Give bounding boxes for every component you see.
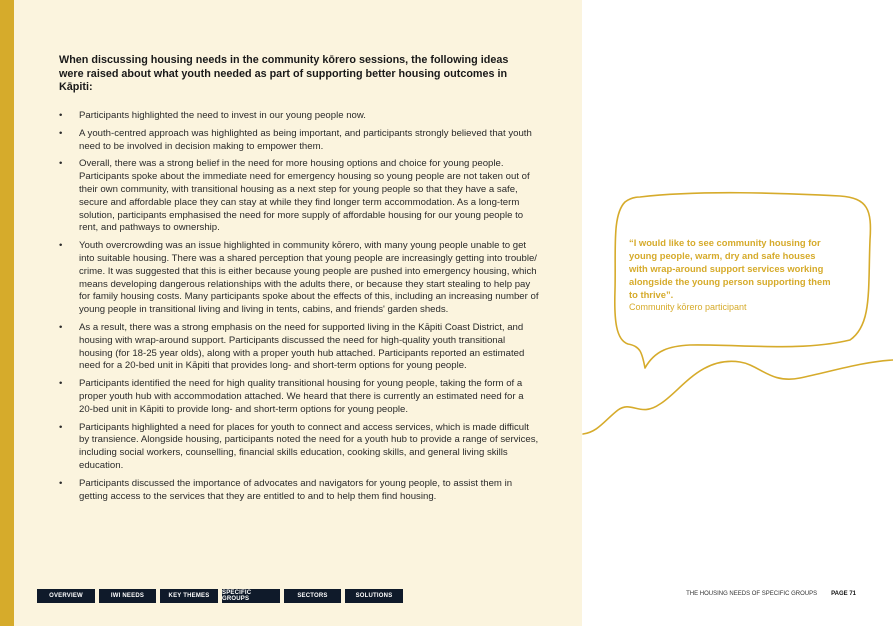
list-item: • Participants discussed the importance of advocates and navigators for young people, to assist them in getting access to the services that they are entitled to and to help them find housing. — [59, 478, 539, 504]
bottom-navigation — [37, 589, 403, 603]
page-number: PAGE 71 — [831, 591, 856, 597]
list-item: • Participants highlighted the need to invest in our young people now. — [59, 110, 539, 123]
list-item: • As a result, there was a strong emphasis on the need for supported living in the Kāpiti Coast District, and housing with wrap-around support. Participants discussed the need for high-quality youth transitional housing (for 18-25 year olds), along with a proper youth hub attached. Participants reported an estimated need for a 20-bed unit in Kāpiti that provides long- and short-term options for young people. — [59, 322, 539, 373]
page-footer — [686, 591, 856, 597]
quote-attribution: Community kōrero participant — [629, 302, 747, 312]
list-item: • A youth-centred approach was highlighted as being important, and participants strongly believed that youth need to be involved in decision making to empower them. — [59, 128, 539, 154]
list-item: • Youth overcrowding was an issue highlighted in community kōrero, with many young people unable to get into suitable housing. There was a shared perception that young people are increasingly getting into trouble/ crime. It was suggested that this is either because young people are pushed into emergency housing, which means developing dangerous relationships with the adults there, or because they start stealing to help pay for family housing costs. Many participants spoke about the effects of this, including an increasing number of young people in transitional living and living in tents, cabins, and friends' garden sheds. — [59, 240, 539, 317]
footer-section-title: THE HOUSING NEEDS OF SPECIFIC GROUPS — [686, 591, 818, 597]
nav-specific-groups-button[interactable]: SPECIFIC GROUPS — [222, 589, 280, 603]
nav-key-themes-button[interactable]: KEY THEMES — [160, 589, 218, 603]
list-item: • Overall, there was a strong belief in the need for more housing options and choice for young people. Participants spoke about the immediate need for emergency housing so young people are not taken out of their own community, with transitional housing as a next step for young people so that they have a safe, secure and affordable place they can stay at while they find longer term accommodation. As a long-term solution, participants emphasised the need for more supply of affordable housing for our young people to rent, and pathways to ownership. — [59, 158, 539, 235]
list-item: • Participants highlighted a need for places for youth to connect and access services, which is made difficult by transience. Alongside housing, participants noted the need for a youth hub to provide a range of services, including social workers, counselling, financial skills education, cooking skills, and general living skills education. — [59, 422, 539, 473]
intro-heading: When discussing housing needs in the community kōrero sessions, the following ideas were raised about what youth needed as part of supporting better housing outcomes in Kāpiti: — [59, 54, 509, 93]
nav-iwi-needs-button[interactable]: IWI NEEDS — [99, 589, 156, 603]
nav-solutions-button[interactable]: SOLUTIONS — [345, 589, 403, 603]
quote-text: “I would like to see community housing for young people, warm, dry and safe houses with wrap-around support services working alongside the young person supporting them to thrive”. — [629, 237, 831, 300]
list-item: • Participants identified the need for high quality transitional housing for young people, taking the form of a proper youth hub with accommodation attached. We heard that there is currently an estimated need for a 20-bed unit in Kāpiti to provide long- and short-term options for young people. — [59, 378, 539, 416]
nav-overview-button[interactable]: OVERVIEW — [37, 589, 95, 603]
nav-sectors-button[interactable]: SECTORS — [284, 589, 341, 603]
